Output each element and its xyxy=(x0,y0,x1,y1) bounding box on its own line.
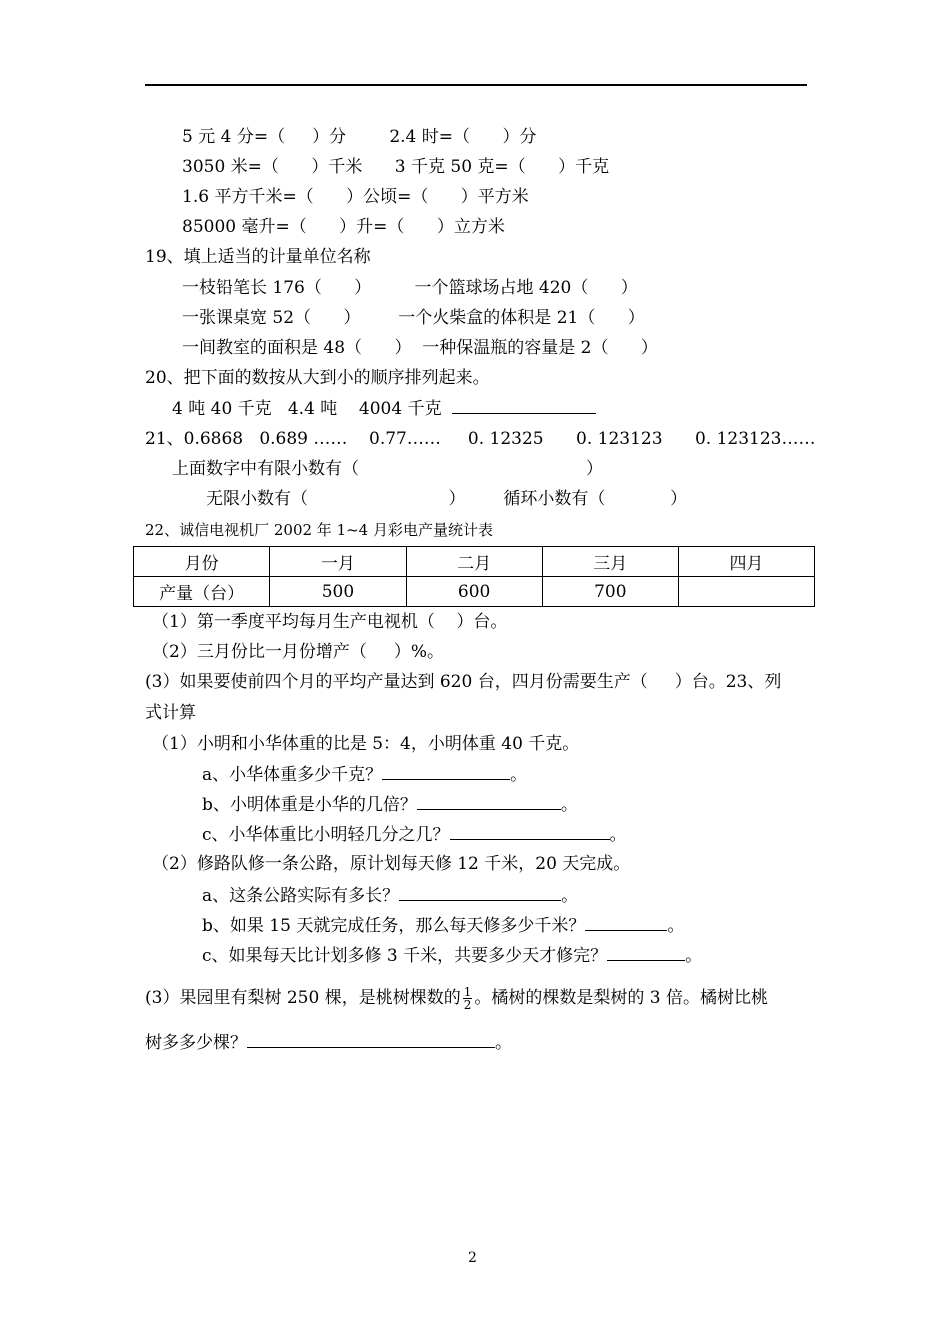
answer-blank[interactable] xyxy=(417,793,561,810)
question-text: b、如果 15 天就完成任务，那么每天修多少千米？ xyxy=(202,916,586,936)
fraction-numerator: 1 xyxy=(463,985,472,999)
question-23-3 xyxy=(145,986,768,1011)
table-cell[interactable] xyxy=(678,577,814,607)
question-text: 。橘树的棵数是梨树的 3 倍。橘树比桃 xyxy=(474,988,768,1008)
table-cell: 二月 xyxy=(406,547,542,577)
fraction-one-half xyxy=(463,986,473,1011)
fraction-denominator: 2 xyxy=(463,998,472,1012)
answer-blank[interactable] xyxy=(452,397,596,414)
table-cell: 700 xyxy=(542,577,678,607)
question-21-a: 上面数字中有限小数有（ ） xyxy=(172,459,603,479)
page-number: 2 xyxy=(468,1250,477,1266)
table-cell: 产量（台） xyxy=(134,577,270,607)
table-cell: 600 xyxy=(406,577,542,607)
header-rule xyxy=(145,84,807,86)
question-20: 20、把下面的数按从大到小的顺序排列起来。 xyxy=(145,368,490,388)
question-23-2-a xyxy=(202,884,578,907)
question-20-a xyxy=(172,397,596,420)
period: 。 xyxy=(561,886,579,906)
question-19-a: 一枝铅笔长 176（ ） 一个篮球场占地 420（ ） xyxy=(182,278,638,298)
period: 。 xyxy=(609,825,627,845)
period: 。 xyxy=(510,765,528,785)
answer-blank[interactable] xyxy=(607,944,685,961)
question-23-1-c xyxy=(202,823,627,846)
question-23-2-c xyxy=(202,944,702,967)
table-cell: 四月 xyxy=(678,547,814,577)
answer-blank[interactable] xyxy=(585,914,667,931)
period: 。 xyxy=(495,1033,512,1053)
question-22-1: （1）第一季度平均每月生产电视机（ ）台。 xyxy=(152,612,508,632)
question-23-2: （2）修路队修一条公路，原计划每天修 12 千米，20 天完成。 xyxy=(152,854,631,874)
question-23-1-a xyxy=(202,763,527,786)
question-text: a、这条公路实际有多长？ xyxy=(202,886,400,906)
question-19: 19、填上适当的计量单位名称 xyxy=(145,247,371,267)
question-text: b、小明体重是小华的几倍？ xyxy=(202,795,417,815)
question-text: (3）果园里有梨树 250 棵，是桃树棵数的 xyxy=(145,988,461,1008)
question-22: 22、诚信电视机厂 2002 年 1~4 月彩电产量统计表 xyxy=(145,521,493,539)
production-table xyxy=(133,546,815,607)
question-22-3: (3）如果要使前四个月的平均产量达到 620 台，四月份需要生产（ ）台。23、列 xyxy=(145,672,782,692)
table-cell: 三月 xyxy=(542,547,678,577)
answer-blank[interactable] xyxy=(247,1031,495,1048)
table-cell: 一月 xyxy=(270,547,406,577)
question-text: a、小华体重多少千克？ xyxy=(202,765,383,785)
table-cell: 500 xyxy=(270,577,406,607)
question-19-c: 一间教室的面积是 48（ ） 一种保温瓶的容量是 2（ ） xyxy=(182,338,658,358)
table-row xyxy=(134,577,815,607)
question-19-b: 一张课桌宽 52（ ） 一个火柴盒的体积是 21（ ） xyxy=(182,308,645,328)
question-22-3-cont: 式计算 xyxy=(145,703,196,723)
question-22-2: （2）三月份比一月份增产（ ）%。 xyxy=(152,642,444,662)
conversion-line-2: 3050 米=（ ）千米 3 千克 50 克=（ ）千克 xyxy=(182,157,610,177)
question-21: 21、0.6868 0.689 …… 0.77…… 0. 12325 0. 123123 0. 123123…… xyxy=(145,429,816,449)
question-23-1: （1）小明和小华体重的比是 5：4，小明体重 40 千克。 xyxy=(152,734,580,754)
answer-blank[interactable] xyxy=(399,884,561,901)
answer-blank[interactable] xyxy=(382,763,510,780)
period: 。 xyxy=(667,916,685,936)
question-text: c、小华体重比小明轻几分之几？ xyxy=(202,825,450,845)
table-header-row xyxy=(134,547,815,577)
table-cell: 月份 xyxy=(134,547,270,577)
question-23-1-b xyxy=(202,793,578,816)
period: 。 xyxy=(685,946,703,966)
period: 。 xyxy=(560,795,578,815)
conversion-line-1: 5 元 4 分=（ ）分 2.4 时=（ ）分 xyxy=(182,127,537,147)
question-21-b: 无限小数有（ ） 循环小数有（ ） xyxy=(206,489,688,509)
question-text: 树多多少棵？ xyxy=(145,1033,247,1053)
conversion-line-3: 1.6 平方千米=（ ）公顷=（ ）平方米 xyxy=(182,187,529,207)
question-text: c、如果每天比计划多修 3 千米，共要多少天才修完？ xyxy=(202,946,608,966)
question-23-3-cont xyxy=(145,1031,512,1054)
conversion-line-4: 85000 毫升=（ ）升=（ ）立方米 xyxy=(182,217,505,237)
answer-blank[interactable] xyxy=(450,823,610,840)
question-23-2-b xyxy=(202,914,684,937)
question-20-numbers: 4 吨 40 千克 4.4 吨 4004 千克 xyxy=(172,399,453,419)
